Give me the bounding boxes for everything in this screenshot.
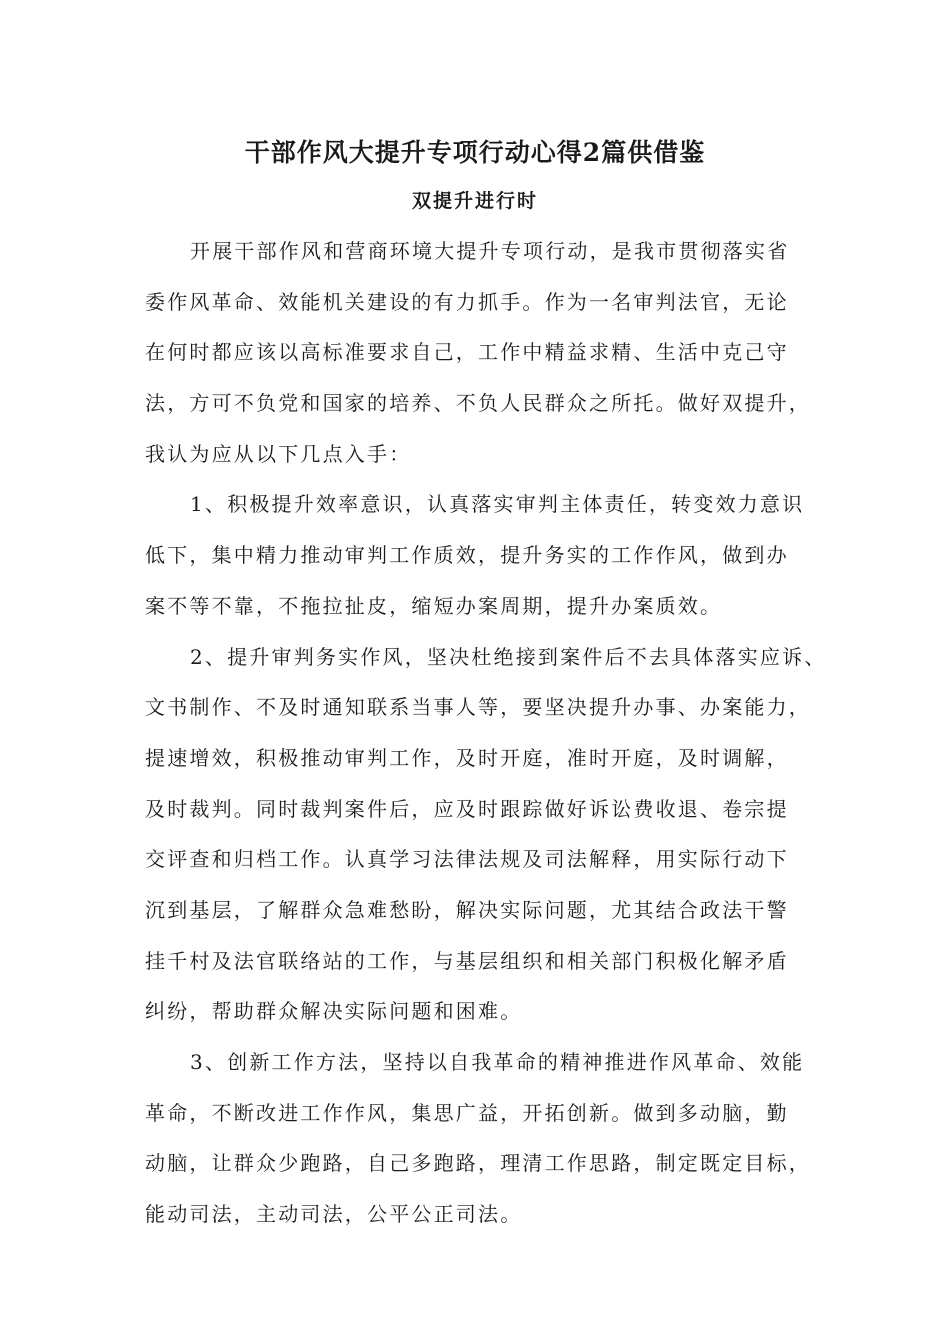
- text-line: 能动司法，主动司法，公平公正司法。: [145, 1202, 523, 1227]
- text-line: 革命，不断改进工作作风，集思广益，开拓创新。做到多动脑，勤: [145, 1100, 789, 1125]
- text-line: 动脑，让群众少跑路，自己多跑路，理清工作思路，制定既定目标，: [145, 1151, 811, 1176]
- text-line: 提速增效，积极推动审判工作，及时开庭，准时开庭，及时调解，: [145, 745, 789, 770]
- text-line: 交评查和归档工作。认真学习法律法规及司法解释，用实际行动下: [145, 847, 789, 872]
- text-line: 我认为应从以下几点入手：: [145, 441, 412, 466]
- text-line: 1、积极提升效率意识，认真落实审判主体责任，转变效力意识: [190, 492, 805, 517]
- text-line: 纠纷，帮助群众解决实际问题和困难。: [145, 999, 523, 1024]
- text-line: 法，方可不负党和国家的培养、不负人民群众之所托。做好双提升，: [145, 391, 811, 416]
- text-line: 3、创新工作方法，坚持以自我革命的精神推进作风革命、效能: [190, 1050, 805, 1074]
- text-line: 沉到基层，了解群众急难愁盼，解决实际问题，尤其结合政法干警: [145, 897, 789, 922]
- document-body: [145, 231, 825, 1245]
- text-line: 案不等不靠，不拖拉扯皮，缩短办案周期，提升办案质效。: [145, 593, 723, 618]
- text-line: 低下，集中精力推动审判工作质效，提升务实的工作作风，做到办: [145, 543, 789, 568]
- text-line: 挂千村及法官联络站的工作，与基层组织和相关部门积极化解矛盾: [145, 948, 789, 973]
- document-subtitle: 双提升进行时: [411, 190, 538, 212]
- text-line: 在何时都应该以高标准要求自己，工作中精益求精、生活中克己守: [145, 340, 789, 365]
- text-line: 委作风革命、效能机关建设的有力抓手。作为一名审判法官，无论: [145, 289, 789, 314]
- text-line: 2、提升审判务实作风，坚决杜绝接到案件后不去具体落实应诉、: [190, 644, 827, 669]
- text-line: 及时裁判。同时裁判案件后，应及时跟踪做好诉讼费收退、卷宗提: [145, 796, 789, 821]
- document-title: 干部作风大提升专项行动心得2篇供借鉴: [244, 138, 706, 167]
- text-line: 开展干部作风和营商环境大提升专项行动，是我市贯彻落实省: [190, 239, 790, 263]
- text-line: 文书制作、不及时通知联系当事人等，要坚决提升办事、办案能力，: [145, 695, 811, 720]
